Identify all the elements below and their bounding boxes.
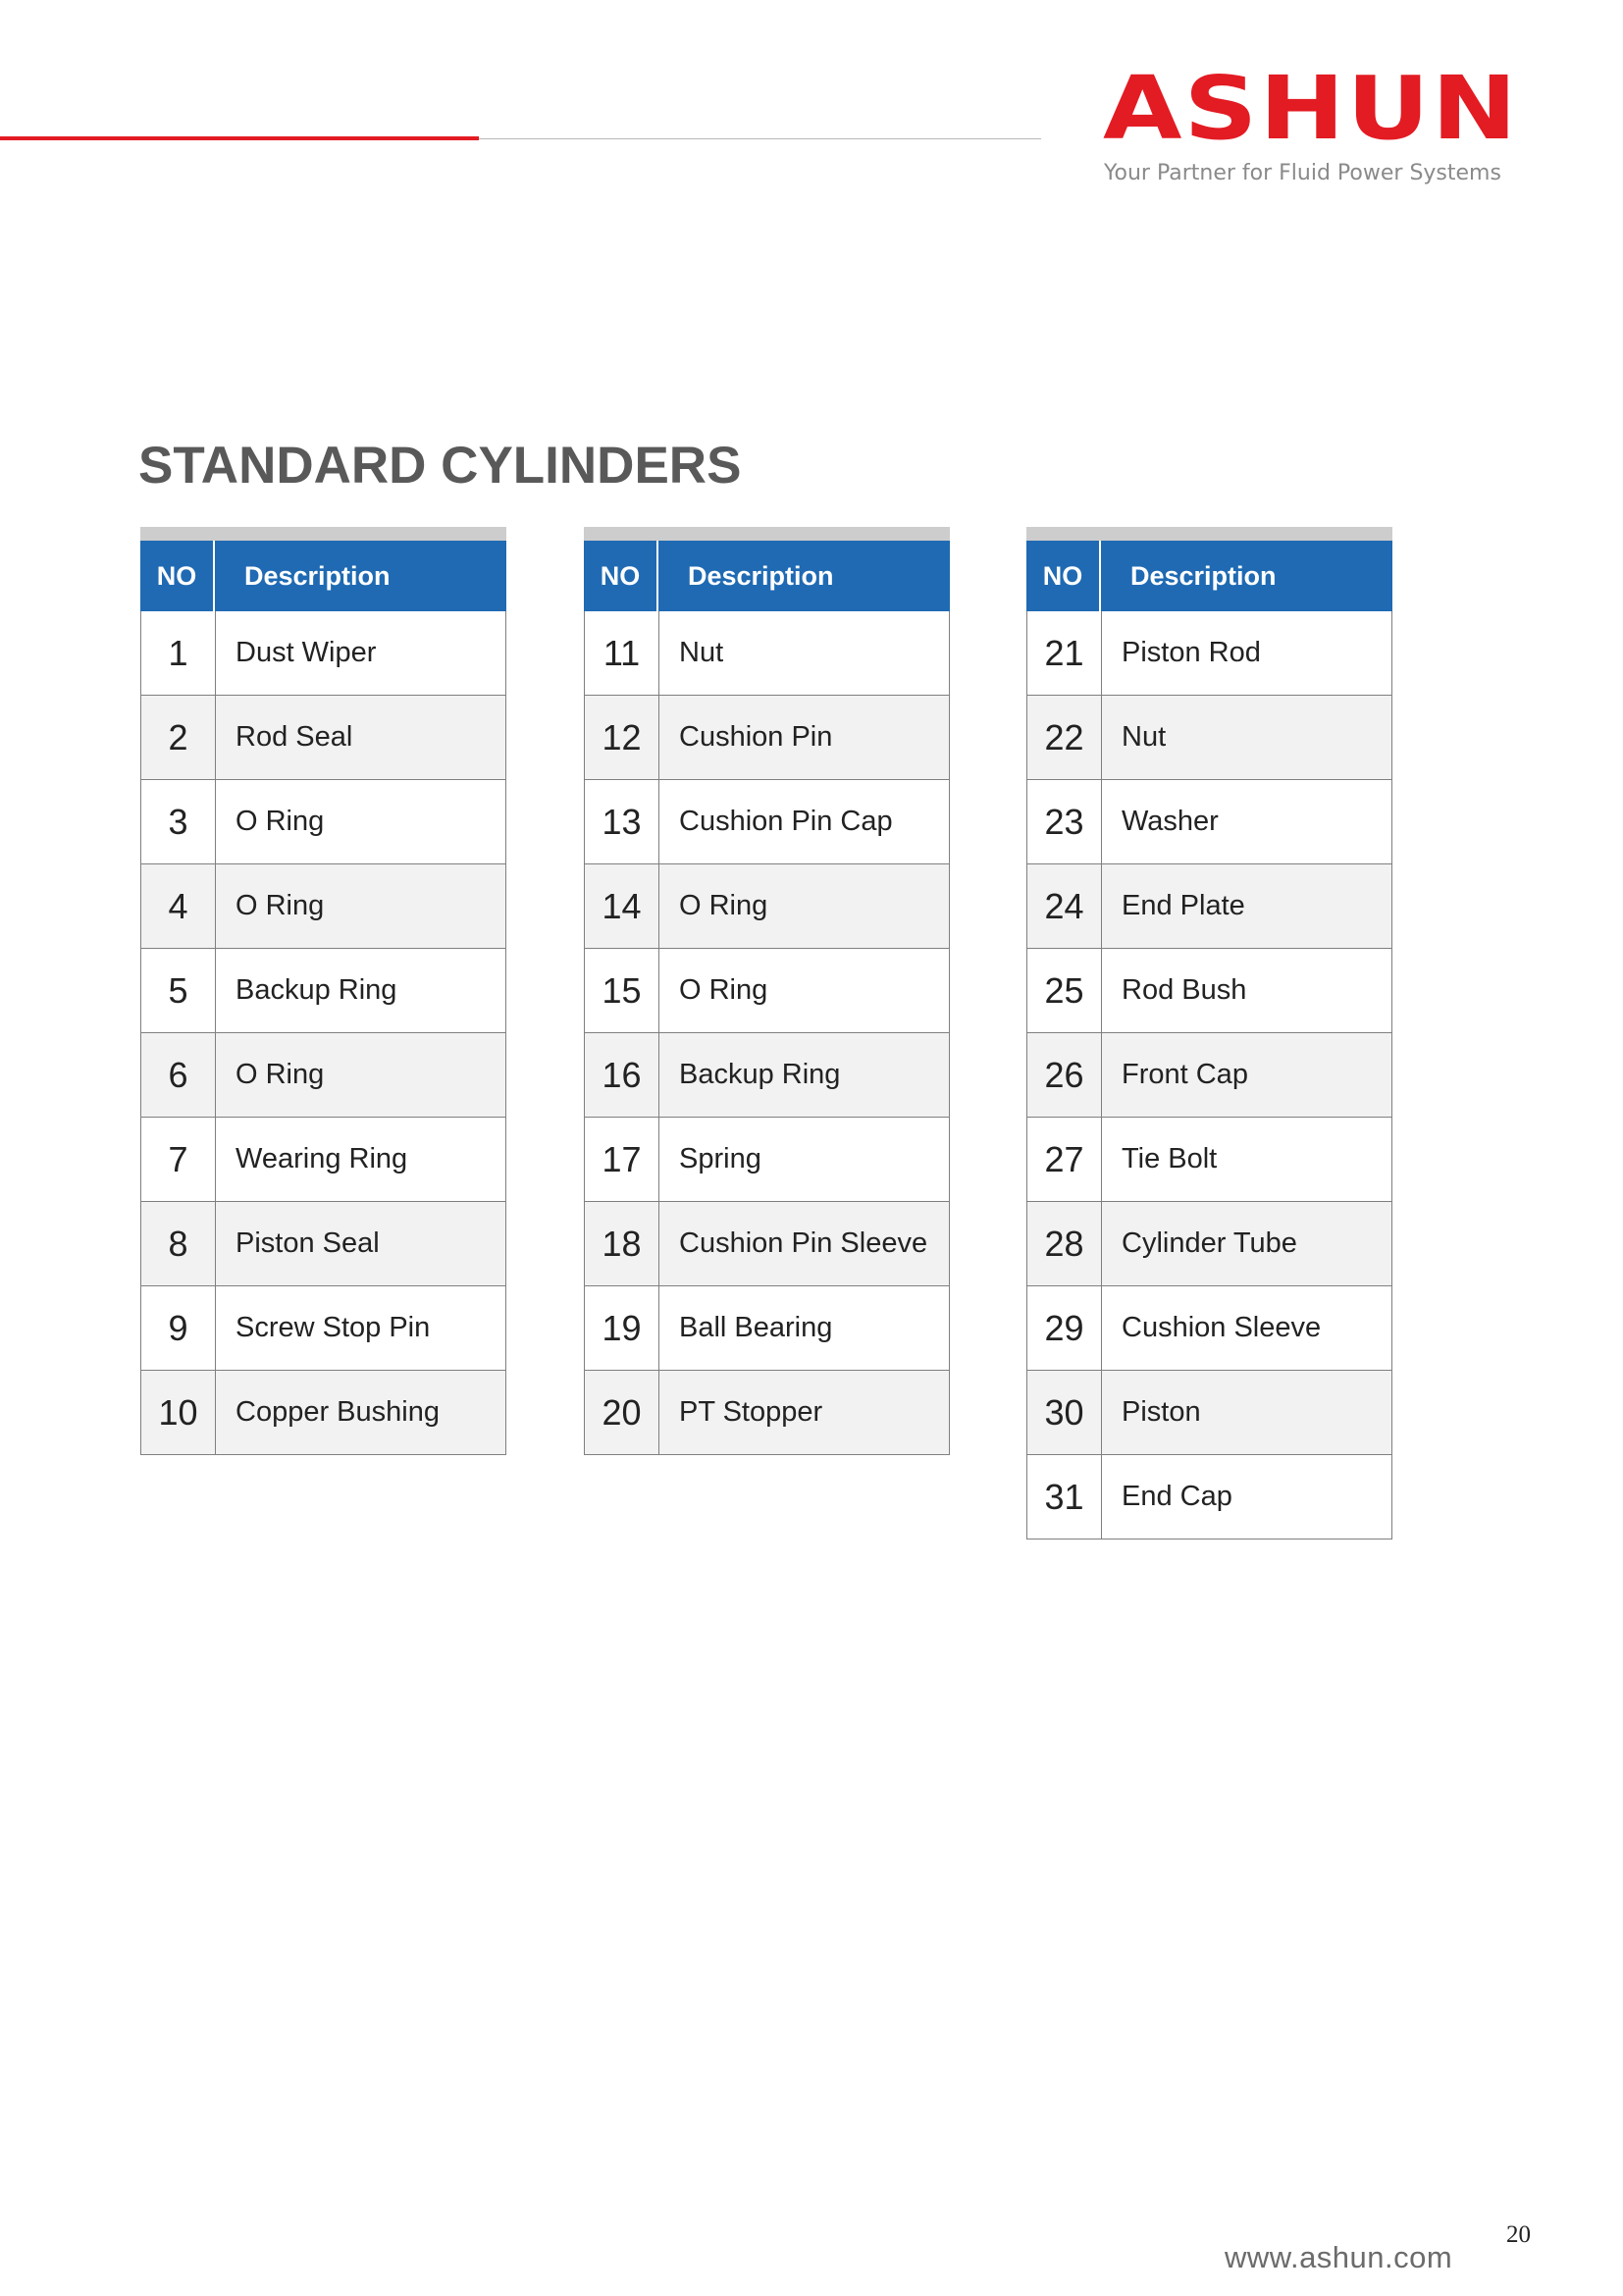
part-description: Cushion Pin Sleeve: [679, 1227, 928, 1259]
header-rule-red: [0, 136, 479, 140]
part-description: Washer: [1122, 806, 1219, 837]
header-rule-grey: [479, 138, 1041, 139]
brand-logo-wordmark: ASHUN: [1103, 56, 1519, 160]
part-number: 13: [585, 780, 659, 863]
part-number: 27: [1027, 1118, 1102, 1201]
table-top-band: [584, 527, 950, 541]
table-row: [585, 1033, 949, 1118]
table-row: [1027, 1286, 1391, 1371]
part-number: 8: [141, 1202, 216, 1285]
header-description: Description: [688, 560, 834, 591]
part-description: Dust Wiper: [236, 637, 377, 668]
page-number: 20: [1506, 2221, 1531, 2248]
part-description: O Ring: [236, 806, 325, 837]
part-description: Rod Bush: [1122, 974, 1247, 1006]
part-number: 14: [585, 864, 659, 948]
table-row: [141, 1286, 505, 1371]
part-number: 23: [1027, 780, 1102, 863]
table-row: [1027, 1455, 1391, 1539]
part-description: Rod Seal: [236, 721, 353, 753]
header-no: NO: [584, 541, 658, 611]
table-header: [584, 541, 950, 611]
part-number: 16: [585, 1033, 659, 1117]
table-row: [585, 864, 949, 949]
parts-table-2: [584, 527, 950, 1455]
header-no: NO: [1026, 541, 1101, 611]
part-number: 3: [141, 780, 216, 863]
table-top-band: [1026, 527, 1392, 541]
part-number: 24: [1027, 864, 1102, 948]
part-description: Backup Ring: [679, 1059, 841, 1090]
part-number: 10: [141, 1371, 216, 1454]
part-description: Piston Seal: [236, 1227, 380, 1259]
part-number: 19: [585, 1286, 659, 1370]
table-body: [584, 611, 950, 1455]
table-row: [585, 696, 949, 780]
part-description: Cushion Sleeve: [1122, 1312, 1322, 1343]
table-header: [140, 541, 506, 611]
header-no: NO: [140, 541, 215, 611]
part-number: 15: [585, 949, 659, 1032]
table-row: [1027, 611, 1391, 696]
part-description: O Ring: [236, 890, 325, 921]
table-row: [1027, 1202, 1391, 1286]
brand-logo: [1103, 56, 1519, 185]
part-number: 26: [1027, 1033, 1102, 1117]
table-row: [141, 1118, 505, 1202]
part-description: Cushion Pin Cap: [679, 806, 893, 837]
header-description: Description: [1130, 560, 1277, 591]
part-description: End Plate: [1122, 890, 1245, 921]
table-row: [585, 1286, 949, 1371]
part-number: 31: [1027, 1455, 1102, 1539]
part-number: 30: [1027, 1371, 1102, 1454]
table-row: [585, 1202, 949, 1286]
table-row: [141, 696, 505, 780]
part-number: 1: [141, 611, 216, 695]
table-row: [1027, 1033, 1391, 1118]
table-row: [1027, 864, 1391, 949]
part-number: 2: [141, 696, 216, 779]
part-number: 20: [585, 1371, 659, 1454]
table-row: [1027, 696, 1391, 780]
part-number: 11: [585, 611, 659, 695]
part-description: Copper Bushing: [236, 1396, 440, 1428]
part-description: Nut: [1122, 721, 1167, 753]
part-description: End Cap: [1122, 1481, 1232, 1512]
table-body: [1026, 611, 1392, 1539]
table-row: [585, 780, 949, 864]
table-row: [1027, 780, 1391, 864]
part-number: 6: [141, 1033, 216, 1117]
part-description: Front Cap: [1122, 1059, 1248, 1090]
table-row: [585, 611, 949, 696]
table-row: [585, 949, 949, 1033]
table-row: [141, 1033, 505, 1118]
header-description: Description: [244, 560, 391, 591]
brand-tagline: Your Partner for Fluid Power Systems: [1104, 161, 1501, 185]
table-header: [1026, 541, 1392, 611]
part-description: Cylinder Tube: [1122, 1227, 1297, 1259]
part-description: Nut: [679, 637, 724, 668]
table-row: [141, 949, 505, 1033]
part-description: PT Stopper: [679, 1396, 823, 1428]
part-description: Piston: [1122, 1396, 1201, 1428]
part-description: O Ring: [679, 890, 768, 921]
part-number: 29: [1027, 1286, 1102, 1370]
parts-table-3: [1026, 527, 1392, 1539]
part-description: Screw Stop Pin: [236, 1312, 431, 1343]
part-description: Tie Bolt: [1122, 1143, 1218, 1174]
table-row: [141, 1371, 505, 1455]
part-description: O Ring: [236, 1059, 325, 1090]
table-body: [140, 611, 506, 1455]
table-row: [585, 1118, 949, 1202]
part-description: Piston Rod: [1122, 637, 1261, 668]
part-description: Spring: [679, 1143, 761, 1174]
part-description: Ball Bearing: [679, 1312, 833, 1343]
table-row: [141, 1202, 505, 1286]
part-number: 17: [585, 1118, 659, 1201]
table-row: [1027, 949, 1391, 1033]
table-row: [585, 1371, 949, 1455]
footer-website-url[interactable]: www.ashun.com: [1225, 2240, 1453, 2274]
part-number: 9: [141, 1286, 216, 1370]
page-title: STANDARD CYLINDERS: [138, 437, 742, 495]
part-number: 4: [141, 864, 216, 948]
part-number: 21: [1027, 611, 1102, 695]
part-number: 28: [1027, 1202, 1102, 1285]
part-number: 12: [585, 696, 659, 779]
parts-table-1: [140, 527, 506, 1455]
part-number: 7: [141, 1118, 216, 1201]
table-row: [141, 864, 505, 949]
part-number: 18: [585, 1202, 659, 1285]
part-number: 22: [1027, 696, 1102, 779]
table-row: [1027, 1118, 1391, 1202]
part-number: 5: [141, 949, 216, 1032]
part-description: Wearing Ring: [236, 1143, 408, 1174]
table-row: [141, 780, 505, 864]
part-number: 25: [1027, 949, 1102, 1032]
table-top-band: [140, 527, 506, 541]
part-description: Cushion Pin: [679, 721, 833, 753]
part-description: Backup Ring: [236, 974, 397, 1006]
table-row: [1027, 1371, 1391, 1455]
part-description: O Ring: [679, 974, 768, 1006]
table-row: [141, 611, 505, 696]
